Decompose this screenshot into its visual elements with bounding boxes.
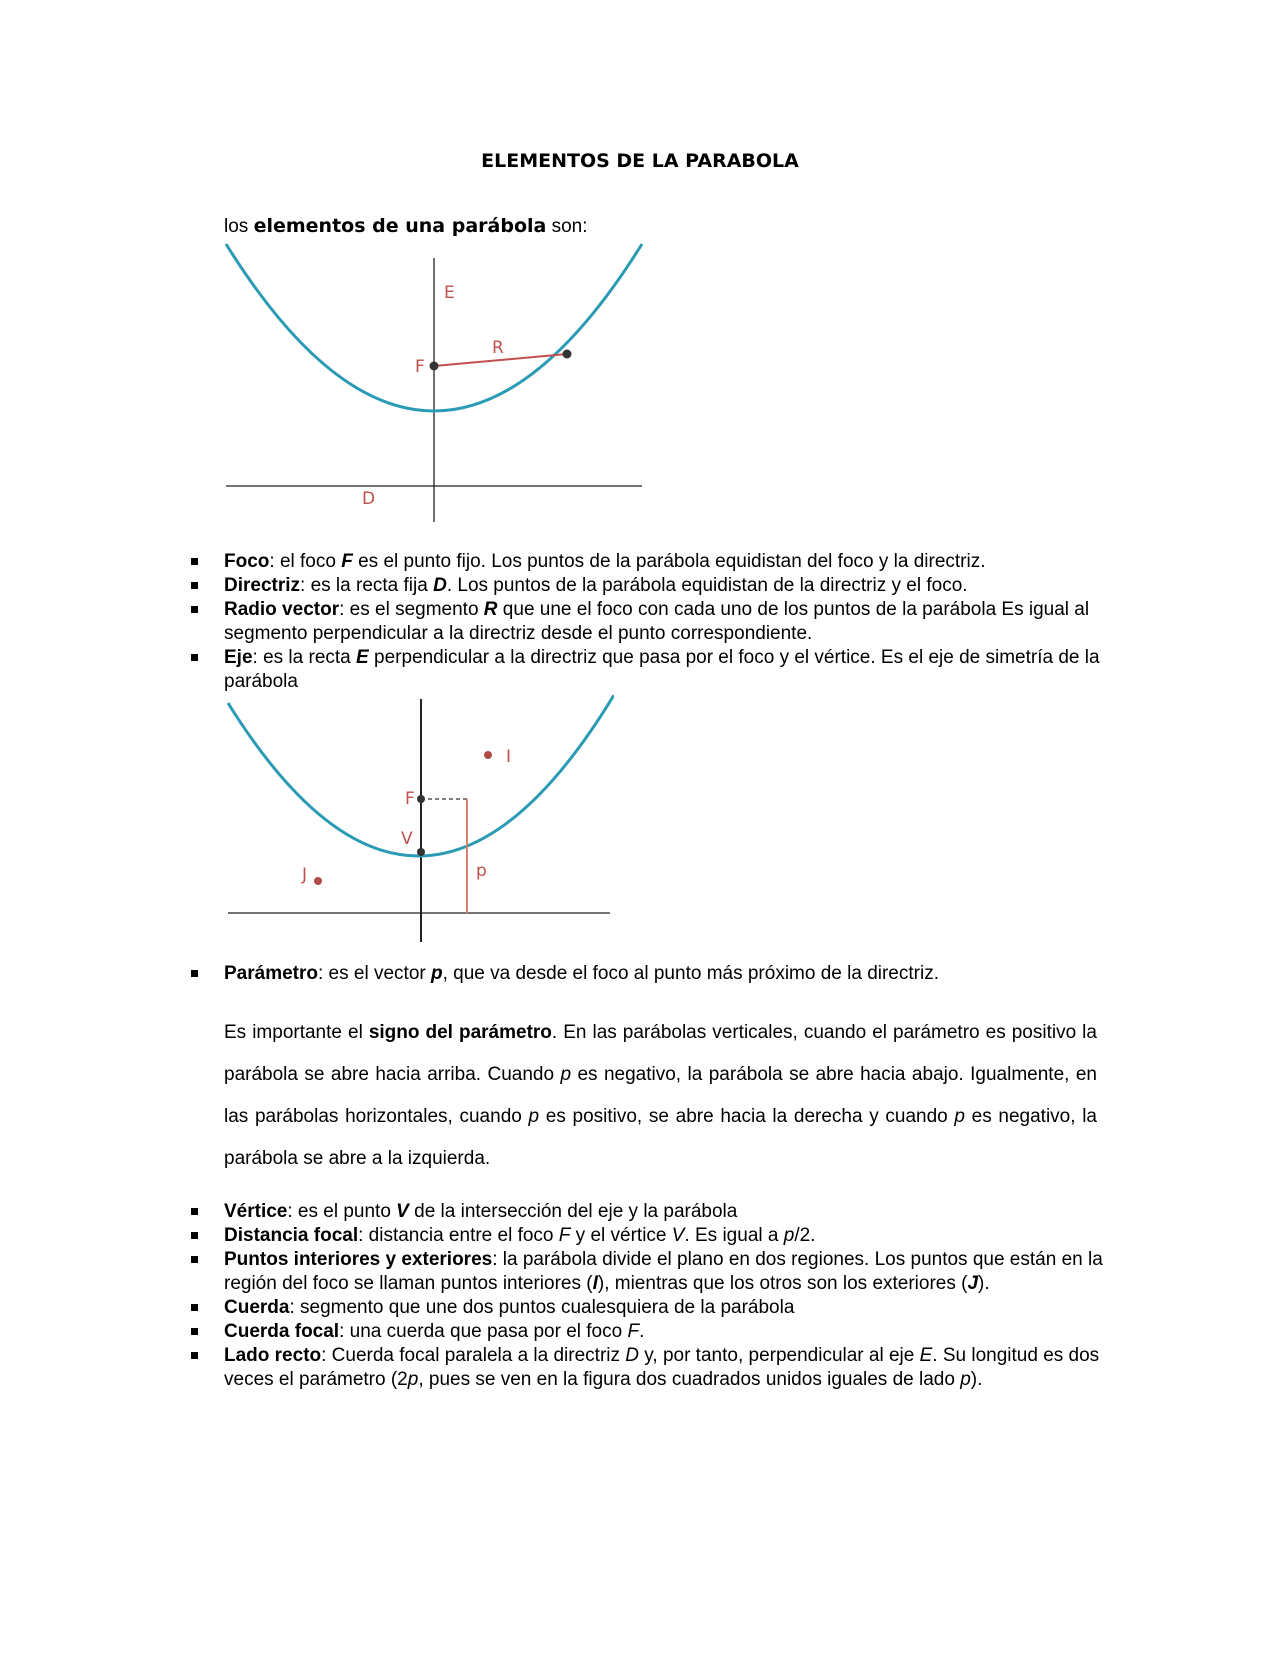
item-symbol: p [407, 1369, 419, 1390]
focus-label: F [415, 357, 425, 377]
item-text: que une el foco con cada uno de los puntos de la parábola Es igual al segmento perpendicular a la directriz desde el punto correspondiente. [224, 599, 1090, 644]
item-symbol: V [671, 1225, 685, 1246]
para-text: es negativo, la parábola se abre hacia abajo. Igualmente, en las parábolas horizontales, cuando [224, 1064, 1097, 1127]
focus-point [417, 795, 425, 803]
item-text: : es la recta [252, 647, 357, 668]
item-symbol: V [396, 1201, 409, 1222]
list-item [224, 646, 1104, 694]
interior-point [484, 751, 492, 759]
item-term: Eje [224, 647, 253, 668]
item-symbol: p [783, 1225, 795, 1246]
item-term: Cuerda focal [224, 1321, 340, 1342]
param-label: p [476, 861, 487, 881]
item-text: : Cuerda focal paralela a la directriz [321, 1345, 626, 1366]
item-text: : distancia entre el foco [358, 1225, 559, 1246]
item-text: , que va desde el foco al punto más próximo de la directriz. [442, 963, 939, 984]
item-symbol: R [483, 599, 498, 620]
item-symbol: F [341, 551, 353, 572]
list-item [224, 1248, 1104, 1296]
item-term: Radio vector [224, 599, 340, 620]
item-text: . Su longitud es dos veces el parámetro (2 [224, 1345, 1100, 1390]
item-text: ). [978, 1273, 990, 1294]
para-symbol: p [528, 1106, 540, 1127]
elements-list-1 [224, 550, 1104, 694]
item-symbol: E [356, 647, 369, 668]
parametro-list [224, 962, 1104, 986]
item-text: : una cuerda que pasa por el foco [339, 1321, 628, 1342]
item-text: . Los puntos de la parábola equidistan de la directriz y el foco. [446, 575, 968, 596]
item-text: y el vértice [570, 1225, 672, 1246]
focus-point [430, 362, 439, 371]
para-bold: signo del parámetro [368, 1022, 552, 1043]
item-term: Directriz [224, 575, 301, 596]
item-term: Distancia focal [224, 1225, 359, 1246]
list-item [224, 1200, 1104, 1224]
item-text: de la intersección del eje y la parábola [408, 1201, 738, 1222]
item-symbol: p [431, 963, 443, 984]
focus-label: F [405, 789, 415, 809]
axis-label: E [444, 283, 455, 303]
exterior-label: J [302, 865, 308, 885]
item-term: Foco [224, 551, 270, 572]
item-text: : el foco [269, 551, 342, 572]
para-symbol: p [954, 1106, 965, 1127]
item-text: , pues se ven en la figura dos cuadrados unidos iguales de lado [418, 1369, 961, 1390]
item-term: Vértice [224, 1201, 288, 1222]
intro-prefix: los [224, 216, 254, 237]
list-item [224, 1296, 1104, 1320]
figure-parabola-focus [224, 240, 644, 525]
item-symbol: F [627, 1321, 640, 1342]
intro-text [224, 215, 588, 238]
item-term: Parámetro [224, 963, 318, 984]
item-symbol: D [625, 1345, 640, 1366]
interior-label: I [506, 747, 512, 767]
para-text: Es importante el [224, 1022, 369, 1043]
curve-point [563, 350, 572, 359]
item-text: es el punto fijo. Los puntos de la parábola equidistan del foco y la directriz. [352, 551, 986, 572]
item-symbol: J [967, 1273, 979, 1294]
item-term: Lado recto [224, 1345, 322, 1366]
elements-list-2 [224, 1200, 1104, 1392]
item-term: Puntos interiores y exteriores [224, 1249, 493, 1270]
intro-bold: elementos de una parábola [253, 215, 547, 237]
list-item [224, 550, 1104, 574]
vertex-point [417, 848, 425, 856]
vertex-label: V [401, 829, 413, 849]
item-symbol: F [558, 1225, 571, 1246]
item-text: /2. [794, 1225, 816, 1246]
directrix-label: D [362, 489, 376, 509]
item-text: perpendicular a la directriz que pasa por el foco y el vértice. Es el eje de simetría de la parábola [224, 647, 1100, 692]
item-text: . Es igual a [684, 1225, 784, 1246]
item-text: ), mientras que los otros son los exteriores ( [597, 1273, 968, 1294]
figure-parabola-vertex [224, 695, 614, 945]
para-text: . En las parábolas verticales, cuando el parámetro es positivo la parábola se abre hacia arriba. Cuando [224, 1022, 1097, 1085]
list-item [224, 1344, 1104, 1392]
item-symbol: D [433, 575, 447, 596]
item-text: y, por tanto, perpendicular al eje [639, 1345, 920, 1366]
exterior-point [314, 877, 322, 885]
item-text: . [639, 1321, 645, 1342]
item-text: : segmento que une dos puntos cualesquiera de la parábola [289, 1297, 795, 1318]
item-symbol: I [592, 1273, 598, 1294]
item-text: : es la recta fija [300, 575, 434, 596]
list-item [224, 1224, 1104, 1248]
intro-suffix: son: [546, 216, 588, 237]
page-title: ELEMENTOS DE LA PARABOLA [481, 150, 799, 172]
item-text: : es el segmento [339, 599, 484, 620]
list-item [224, 1320, 1104, 1344]
item-text: ). [970, 1369, 983, 1390]
item-symbol: p [960, 1369, 971, 1390]
para-text: es negativo, la parábola se abre a la izquierda. [224, 1106, 1097, 1169]
item-text: : es el punto [287, 1201, 397, 1222]
list-item [224, 598, 1104, 646]
para-symbol: p [560, 1064, 572, 1085]
param-paragraph [224, 1012, 1097, 1180]
list-item [224, 574, 1104, 598]
item-symbol: E [919, 1345, 933, 1366]
radius-label: R [492, 338, 504, 358]
para-text: es positivo, se abre hacia la derecha y cuando [539, 1106, 955, 1127]
item-text: : es el vector [318, 963, 431, 984]
item-text: : la parábola divide el plano en dos regiones. Los puntos que están en la región del foco se llaman puntos interiores ( [224, 1249, 1103, 1294]
item-term: Cuerda [224, 1297, 290, 1318]
list-item [224, 962, 1104, 986]
